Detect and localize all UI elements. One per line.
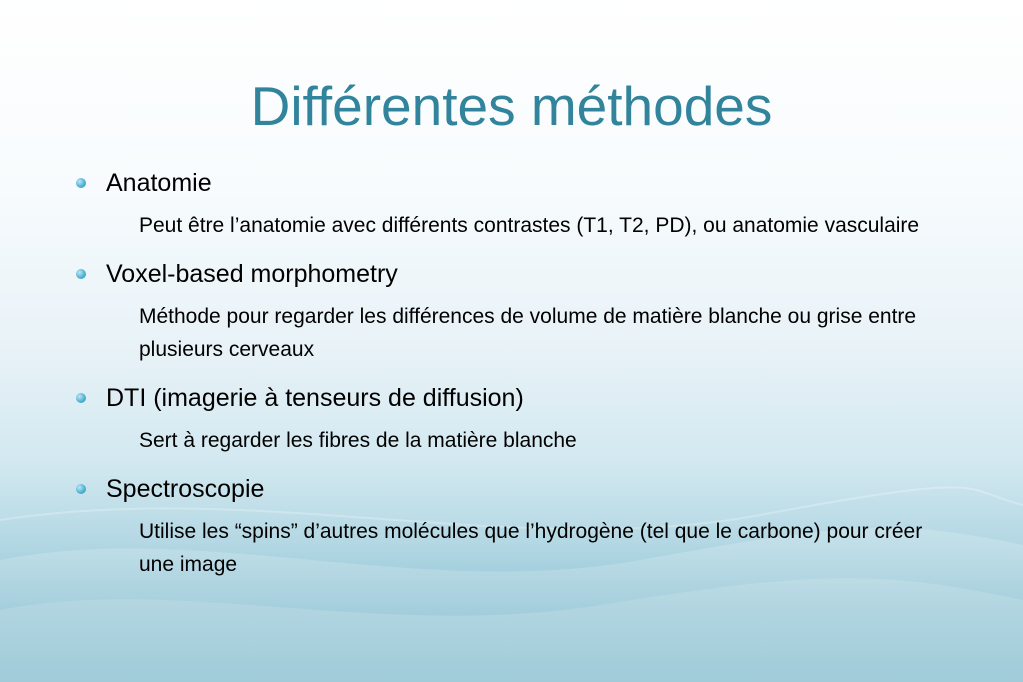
bullet-detail: Méthode pour regarder les différences de volume de matière blanche ou grise entre plusieurs cerveaux: [139, 305, 917, 361]
bullet-detail: Peut être l’anatomie avec différents contrastes (T1, T2, PD), ou anatomie vasculaire: [139, 214, 920, 237]
bullet-item-anatomie: [0, 165, 1023, 242]
bullet-heading: [0, 165, 1023, 201]
bullet-dot-icon: [76, 269, 86, 279]
bullet-dot-icon: [76, 178, 86, 188]
bullet-dot-icon: [76, 393, 86, 403]
bullet-heading: [0, 471, 1023, 507]
bullet-detail: Utilise les “spins” d’autres molécules que l’hydrogène (tel que le carbone) pour créer une image: [139, 520, 923, 576]
bullet-item-spectroscopie: [0, 471, 1023, 581]
bullet-detail: Sert à regarder les fibres de la matière blanche: [139, 429, 577, 452]
bullet-item-voxel-based-morphometry: [0, 256, 1023, 366]
bullet-heading-text: Voxel-based morphometry: [106, 260, 398, 288]
bullet-item-dti: [0, 380, 1023, 457]
slide-title: Différentes méthodes: [250, 75, 773, 137]
bullet-heading-text: Spectroscopie: [106, 475, 265, 503]
bullet-heading-text: DTI (imagerie à tenseurs de diffusion): [106, 384, 524, 412]
bullet-heading: [0, 380, 1023, 416]
bullet-dot-icon: [76, 484, 86, 494]
bullet-heading: [0, 256, 1023, 292]
bullet-heading-text: Anatomie: [106, 169, 212, 197]
bullet-list: [0, 165, 1023, 595]
